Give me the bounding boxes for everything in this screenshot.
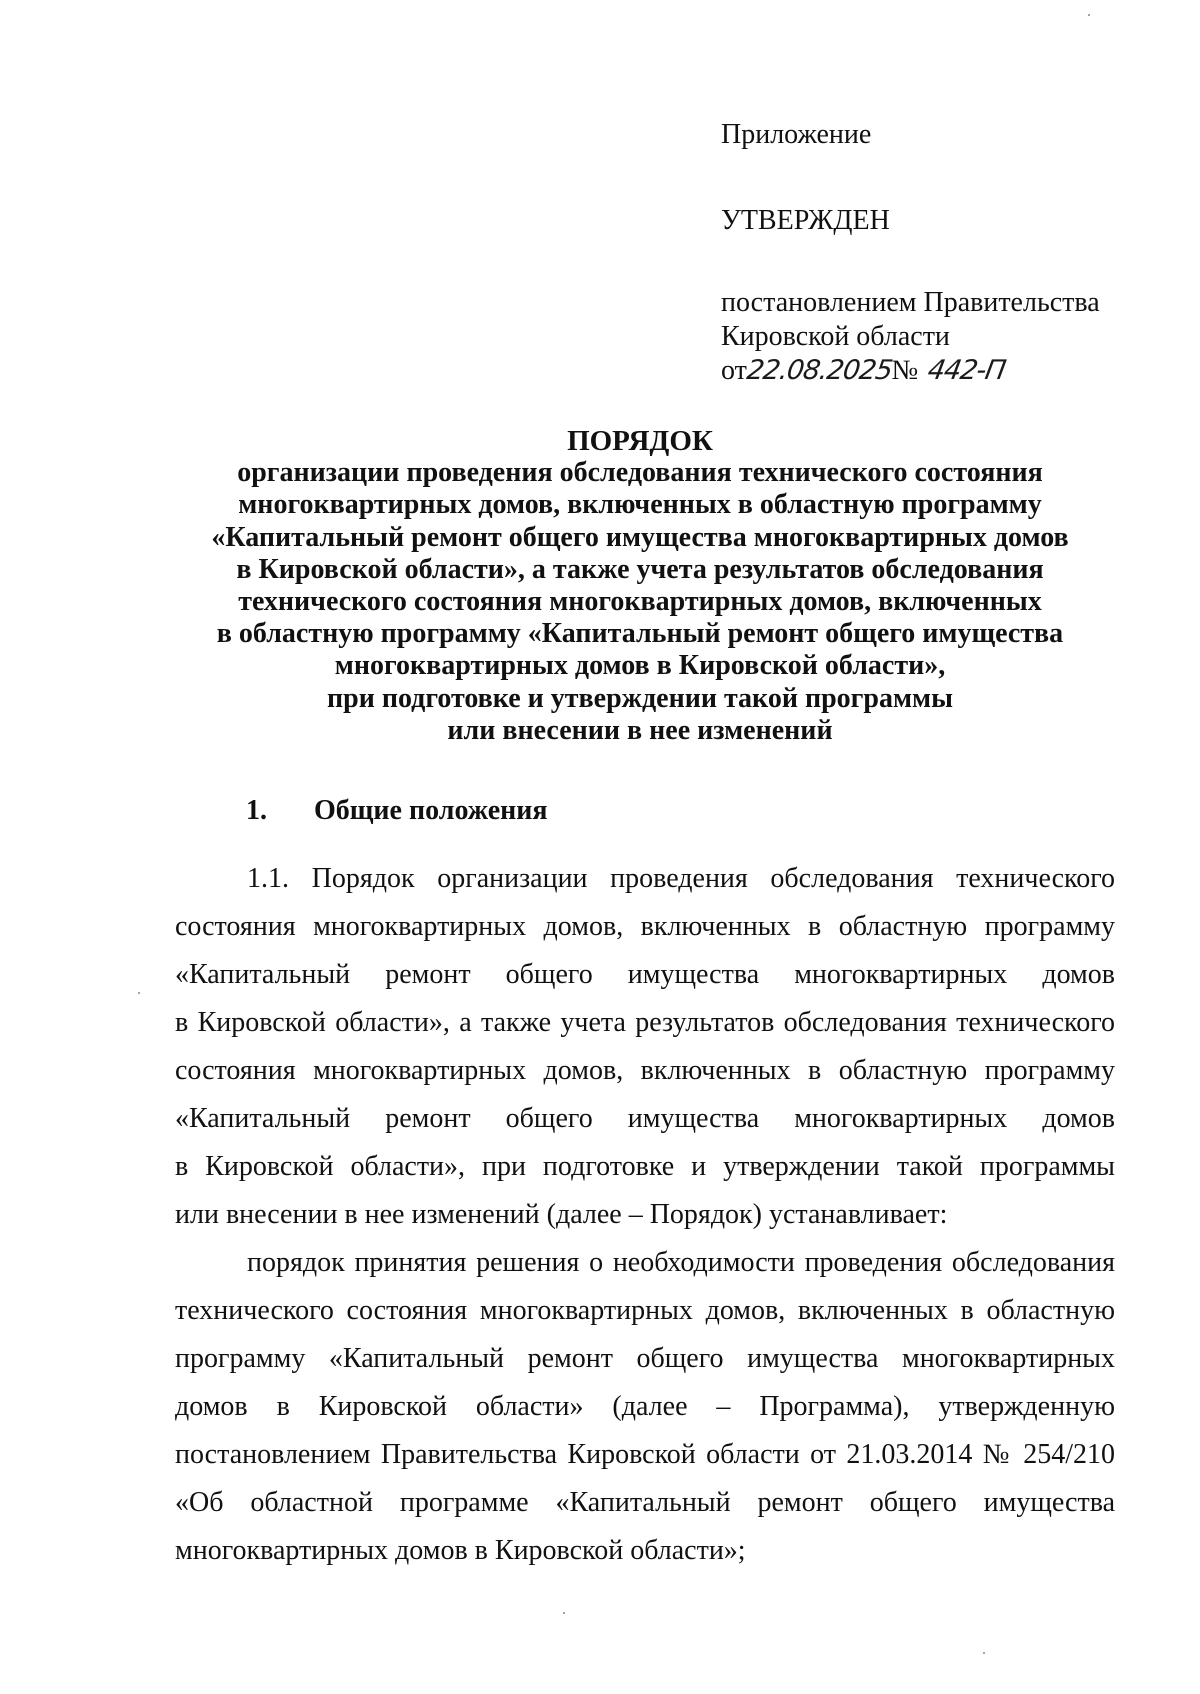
paragraph-line: или внесении в нее изменений (далее – Порядок) устанавливает: xyxy=(175,1199,948,1230)
title-line: или внесении в нее изменений xyxy=(447,714,833,746)
paragraph xyxy=(175,855,1115,1239)
scan-speck xyxy=(138,992,140,994)
paragraph-line: постановлением Правительства Кировской области от 21.03.2014 № 254/210 xyxy=(175,1439,1115,1470)
paragraph-line: состояния многоквартирных домов, включенных в областную программу xyxy=(175,1055,1115,1086)
paragraph-line: в Кировской области», а также учета результатов обследования технического xyxy=(175,1007,1115,1038)
resolution-line-2: Кировской области xyxy=(721,321,950,352)
title-line: организации проведения обследования технического состояния xyxy=(237,457,1043,489)
body-text xyxy=(175,855,1115,1575)
paragraph-line: технического состояния многоквартирных домов, включенных в областную xyxy=(175,1295,1115,1326)
title-line: в областную программу «Капитальный ремонт общего имущества xyxy=(216,618,1064,650)
handwritten-number: 442-П xyxy=(925,355,1008,386)
paragraph-line: 1.1. Порядок организации проведения обследования технического xyxy=(247,863,1115,894)
approved-label: УТВЕРЖДЕН xyxy=(721,205,890,236)
section-heading xyxy=(246,795,548,827)
paragraph-line: «Капитальный ремонт общего имущества многоквартирных домов xyxy=(175,1103,1115,1134)
paragraph-line: программу «Капитальный ремонт общего имущества многоквартирных xyxy=(175,1343,1115,1374)
document-title xyxy=(120,425,1160,747)
date-number-row xyxy=(721,354,1161,388)
date-prefix: от xyxy=(721,355,747,386)
paragraph-line: порядок принятия решения о необходимости проведения обследования xyxy=(247,1247,1115,1278)
resolution-line-1: постановлением Правительства xyxy=(721,287,1100,318)
appendix-label: Приложение xyxy=(721,119,872,150)
title-line: в Кировской области», а также учета результатов обследования xyxy=(236,553,1044,585)
number-prefix: № xyxy=(891,355,919,386)
paragraph xyxy=(175,1239,1115,1575)
title-heading: ПОРЯДОК xyxy=(567,425,713,457)
scan-speck xyxy=(563,1612,565,1614)
title-line: технического состояния многоквартирных домов, включенных xyxy=(238,586,1042,618)
title-line: при подготовке и утверждении такой программы xyxy=(327,682,953,714)
scan-speck xyxy=(983,1652,985,1654)
handwritten-date: 22.08.2025 xyxy=(744,355,894,386)
scan-speck xyxy=(1088,14,1090,16)
section-number: 1. xyxy=(246,795,267,826)
title-line: «Капитальный ремонт общего имущества многоквартирных домов xyxy=(211,521,1069,553)
paragraph-line: состояния многоквартирных домов, включенных в областную программу xyxy=(175,911,1115,942)
approval-block xyxy=(721,118,1161,388)
paragraph-line: домов в Кировской области» (далее – Программа), утвержденную xyxy=(175,1391,1115,1422)
section-title: Общие положения xyxy=(314,795,548,826)
title-line: многоквартирных домов в Кировской области», xyxy=(334,650,946,682)
paragraph-line: многоквартирных домов в Кировской области»; xyxy=(175,1535,746,1566)
paragraph-line: в Кировской области», при подготовке и утверждении такой программы xyxy=(175,1151,1115,1182)
paragraph-line: «Капитальный ремонт общего имущества многоквартирных домов xyxy=(175,959,1115,990)
paragraph-line: «Об областной программе «Капитальный ремонт общего имущества xyxy=(175,1487,1115,1518)
title-line: многоквартирных домов, включенных в областную программу xyxy=(238,489,1042,521)
